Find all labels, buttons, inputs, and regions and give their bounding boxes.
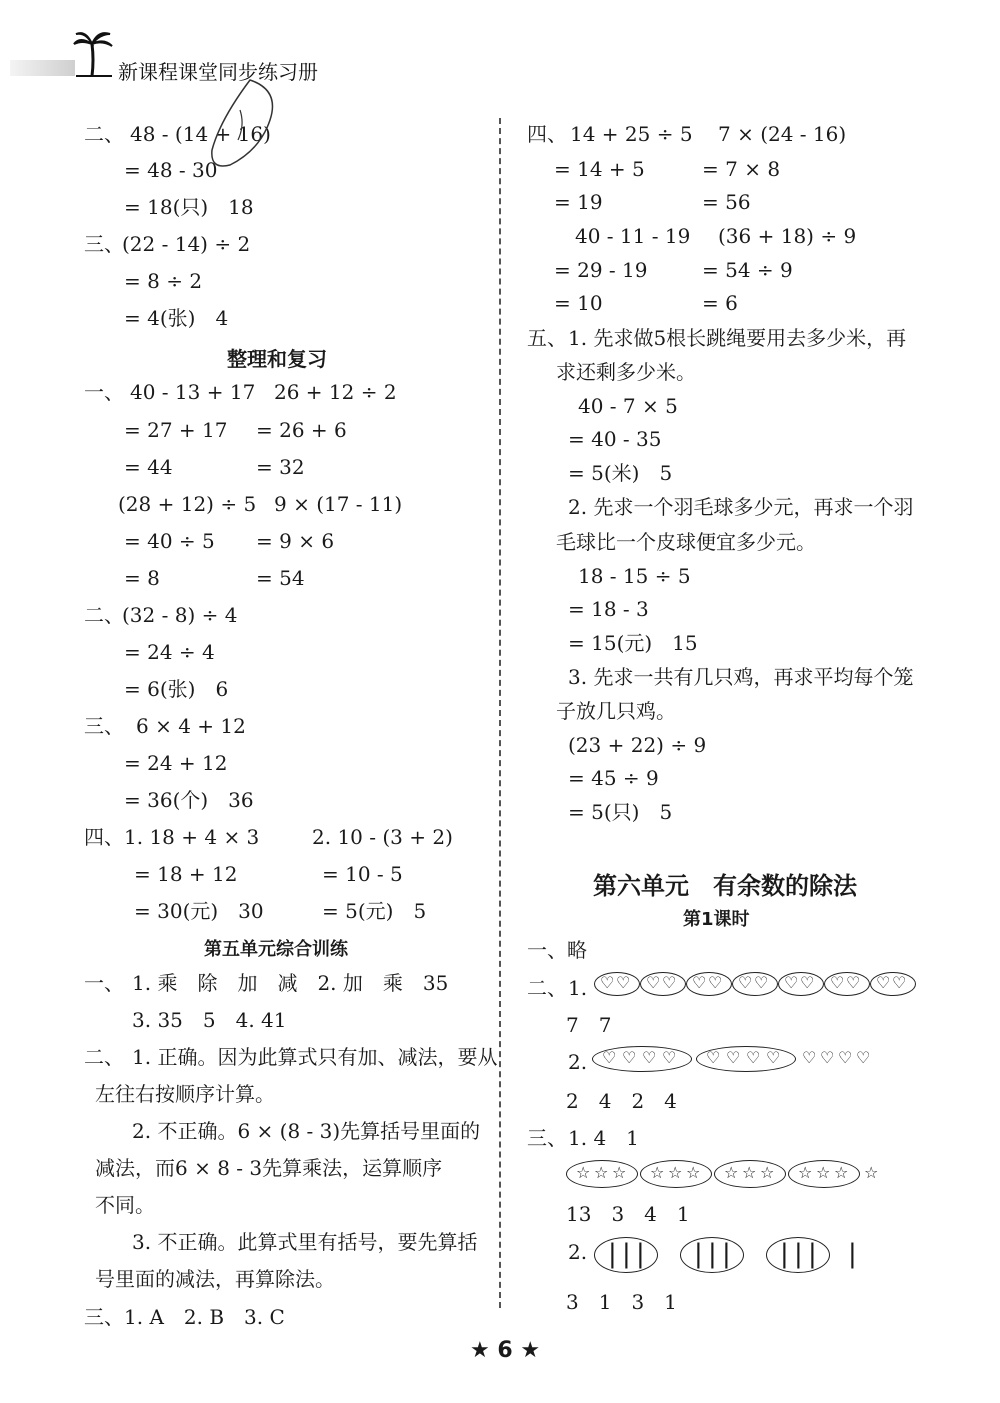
r4-a1: 1. 18 + 4 × 3 bbox=[124, 825, 260, 849]
star-icon: ☆ bbox=[686, 1163, 701, 1182]
u1-line1: 1. 乘 除 加 减 2. 加 乘 35 bbox=[132, 971, 449, 995]
q5-para4: 毛球比一个皮球便宜多少元。 bbox=[556, 530, 816, 554]
q2-line3: = 18(只) 18 bbox=[124, 195, 254, 219]
header-decoration-bar bbox=[10, 60, 75, 76]
q3-line1: (22 - 14) ÷ 2 bbox=[122, 232, 251, 256]
q5-label: 五、 bbox=[527, 326, 567, 350]
page-number: ★ 6 ★ bbox=[470, 1338, 541, 1363]
heart-icon: ♡ bbox=[600, 973, 615, 992]
r1-b3: = 32 bbox=[256, 455, 305, 479]
r1-a3: = 44 bbox=[124, 455, 173, 479]
u1-line2: 3. 35 5 4. 41 bbox=[132, 1008, 287, 1032]
heart-icon: ♡ bbox=[876, 973, 891, 992]
s1-answer: 一、略 bbox=[527, 938, 587, 962]
r2-line3: = 6(张) 6 bbox=[124, 677, 229, 701]
heart-icon: ♡ bbox=[642, 1048, 657, 1067]
q5-calc8: = 45 ÷ 9 bbox=[568, 766, 659, 790]
q3-label: 三、 bbox=[84, 232, 124, 256]
star-icon: ☆ bbox=[834, 1163, 849, 1182]
stick-icon: | bbox=[848, 1239, 857, 1269]
r1-a2: = 27 + 17 bbox=[124, 418, 228, 442]
palm-tree-icon bbox=[72, 30, 114, 78]
star-icon: ☆ bbox=[816, 1163, 831, 1182]
q4-b1: 7 × (24 - 16) bbox=[718, 122, 847, 146]
r2-line2: = 24 ÷ 4 bbox=[124, 640, 215, 664]
q5-calc7: (23 + 22) ÷ 9 bbox=[568, 733, 707, 757]
u3-answers: 三、1. A 2. B 3. C bbox=[84, 1305, 285, 1329]
heart-icon: ♡ bbox=[830, 973, 845, 992]
q5-para3: 2. 先求一个羽毛球多少元，再求一个羽 bbox=[568, 495, 914, 519]
heart-icon: ♡ bbox=[692, 973, 707, 992]
heart-icon: ♡ bbox=[856, 1048, 871, 1067]
heart-icon: ♡ bbox=[800, 973, 815, 992]
review-title: 整理和复习 bbox=[227, 347, 327, 371]
q4-a4: 40 - 11 - 19 bbox=[575, 224, 691, 248]
heart-icon: ♡ bbox=[662, 973, 677, 992]
u1-label: 一、 bbox=[84, 971, 124, 995]
u2-para7: 号里面的减法，再算除法。 bbox=[95, 1267, 335, 1291]
q5-para1: 1. 先求做5根长跳绳要用去多少米，再 bbox=[568, 326, 907, 350]
stick-icon: | bbox=[636, 1239, 645, 1269]
s2-answer1: 7 7 bbox=[566, 1013, 612, 1037]
r3-label: 三、 bbox=[84, 714, 124, 738]
star-icon: ☆ bbox=[724, 1163, 739, 1182]
q3-line3: = 4(张) 4 bbox=[124, 306, 229, 330]
heart-icon: ♡ bbox=[746, 1048, 761, 1067]
heart-icon: ♡ bbox=[838, 1048, 853, 1067]
r2-line1: (32 - 8) ÷ 4 bbox=[122, 603, 238, 627]
stick-icon: | bbox=[694, 1239, 703, 1269]
q3-line2: = 8 ÷ 2 bbox=[124, 269, 203, 293]
stick-icon: | bbox=[622, 1239, 631, 1269]
heart-icon: ♡ bbox=[784, 973, 799, 992]
s3-answer1: 13 3 4 1 bbox=[566, 1202, 690, 1226]
s3-num1: 1. 4 1 bbox=[568, 1126, 639, 1150]
star-icon: ☆ bbox=[742, 1163, 757, 1182]
q5-para2: 求还剩多少米。 bbox=[556, 360, 696, 384]
r1-b4: 9 × (17 - 11) bbox=[274, 492, 403, 516]
q4-b3: = 56 bbox=[702, 190, 751, 214]
r1-a6: = 8 bbox=[124, 566, 160, 590]
heart-icon: ♡ bbox=[738, 973, 753, 992]
heart-icon: ♡ bbox=[846, 973, 861, 992]
q4-b2: = 7 × 8 bbox=[702, 157, 781, 181]
u2-para5: 不同。 bbox=[95, 1193, 155, 1217]
r1-b2: = 26 + 6 bbox=[256, 418, 347, 442]
column-divider bbox=[499, 118, 501, 1308]
heart-icon: ♡ bbox=[820, 1048, 835, 1067]
r1-b1: 26 + 12 ÷ 2 bbox=[274, 380, 397, 404]
star-icon: ☆ bbox=[650, 1163, 665, 1182]
s2-label: 二、 bbox=[527, 976, 567, 1000]
q5-calc3: = 5(米) 5 bbox=[568, 461, 673, 485]
r4-b1: 2. 10 - (3 + 2) bbox=[312, 825, 453, 849]
r1-a1: 40 - 13 + 17 bbox=[130, 380, 256, 404]
stick-icon: | bbox=[708, 1239, 717, 1269]
s3-label: 三、 bbox=[527, 1126, 567, 1150]
heart-icon: ♡ bbox=[754, 973, 769, 992]
u2-para4: 减法，而6 × 8 - 3先算乘法，运算顺序 bbox=[95, 1156, 443, 1180]
s3-num2: 2. bbox=[568, 1240, 588, 1264]
q5-calc9: = 5(只) 5 bbox=[568, 800, 673, 824]
q4-b6: = 6 bbox=[702, 291, 738, 315]
star-icon: ☆ bbox=[864, 1163, 879, 1182]
star-icon: ☆ bbox=[760, 1163, 775, 1182]
unit6-title: 第六单元 有余数的除法 bbox=[593, 872, 857, 900]
q4-a3: = 19 bbox=[554, 190, 603, 214]
u2-para1: 1. 正确。因为此算式只有加、减法，要从 bbox=[132, 1045, 498, 1069]
r1-b6: = 54 bbox=[256, 566, 305, 590]
u2-para2: 左往右按顺序计算。 bbox=[95, 1082, 275, 1106]
q4-a1: 14 + 25 ÷ 5 bbox=[570, 122, 693, 146]
r4-a3: = 30(元) 30 bbox=[134, 899, 264, 923]
u2-para3: 2. 不正确。6 × (8 - 3)先算括号里面的 bbox=[132, 1119, 481, 1143]
star-icon: ☆ bbox=[594, 1163, 609, 1182]
heart-icon: ♡ bbox=[802, 1048, 817, 1067]
heart-icon: ♡ bbox=[622, 1048, 637, 1067]
r1-a5: = 40 ÷ 5 bbox=[124, 529, 215, 553]
r1-b5: = 9 × 6 bbox=[256, 529, 335, 553]
r4-b2: = 10 - 5 bbox=[322, 862, 403, 886]
heart-icon: ♡ bbox=[706, 1048, 721, 1067]
s2-answer2: 2 4 2 4 bbox=[566, 1089, 677, 1113]
heart-icon: ♡ bbox=[766, 1048, 781, 1067]
q5-calc2: = 40 - 35 bbox=[568, 427, 662, 451]
q5-calc4: 18 - 15 ÷ 5 bbox=[578, 564, 691, 588]
r2-label: 二、 bbox=[84, 603, 124, 627]
lesson-title: 第1课时 bbox=[683, 909, 750, 930]
r3-line1: 6 × 4 + 12 bbox=[136, 714, 246, 738]
q4-label: 四、 bbox=[527, 122, 567, 146]
s2-num1: 1. bbox=[568, 976, 588, 1000]
heart-icon: ♡ bbox=[708, 973, 723, 992]
stick-icon: | bbox=[808, 1239, 817, 1269]
book-title: 新课程课堂同步练习册 bbox=[118, 60, 318, 84]
heart-icon: ♡ bbox=[646, 973, 661, 992]
r3-line2: = 24 + 12 bbox=[124, 751, 228, 775]
stick-icon: | bbox=[794, 1239, 803, 1269]
u2-para6: 3. 不正确。此算式里有括号，要先算括 bbox=[132, 1230, 478, 1254]
q4-a5: = 29 - 19 bbox=[554, 258, 648, 282]
r4-label: 四、 bbox=[84, 825, 124, 849]
unit5-title: 第五单元综合训练 bbox=[204, 939, 348, 960]
star-icon: ☆ bbox=[576, 1163, 591, 1182]
u2-label: 二、 bbox=[84, 1045, 124, 1069]
r1-label: 一、 bbox=[84, 380, 124, 404]
heart-icon: ♡ bbox=[892, 973, 907, 992]
stick-icon: | bbox=[780, 1239, 789, 1269]
q5-calc6: = 15(元) 15 bbox=[568, 631, 698, 655]
r3-line3: = 36(个) 36 bbox=[124, 788, 254, 812]
q2-line2: = 48 - 30 bbox=[124, 158, 218, 182]
pen-scribble-icon bbox=[190, 70, 290, 180]
heart-icon: ♡ bbox=[602, 1048, 617, 1067]
q2-line1: 48 - (14 + 16) bbox=[130, 122, 271, 146]
star-icon: ☆ bbox=[668, 1163, 683, 1182]
star-icon: ☆ bbox=[798, 1163, 813, 1182]
stick-icon: | bbox=[608, 1239, 617, 1269]
q4-a6: = 10 bbox=[554, 291, 603, 315]
q5-calc5: = 18 - 3 bbox=[568, 597, 649, 621]
q5-para5: 3. 先求一共有几只鸡，再求平均每个笼 bbox=[568, 665, 914, 689]
s3-answer2: 3 1 3 1 bbox=[566, 1290, 677, 1314]
q5-para6: 子放几只鸡。 bbox=[556, 699, 676, 723]
heart-icon: ♡ bbox=[662, 1048, 677, 1067]
q4-a2: = 14 + 5 bbox=[554, 157, 645, 181]
heart-icon: ♡ bbox=[616, 973, 631, 992]
s2-num2: 2. bbox=[568, 1050, 588, 1074]
heart-icon: ♡ bbox=[726, 1048, 741, 1067]
star-icon: ☆ bbox=[612, 1163, 627, 1182]
q4-b5: = 54 ÷ 9 bbox=[702, 258, 793, 282]
q5-calc1: 40 - 7 × 5 bbox=[578, 394, 678, 418]
r4-b3: = 5(元) 5 bbox=[322, 899, 427, 923]
r1-a4: (28 + 12) ÷ 5 bbox=[118, 492, 257, 516]
stick-icon: | bbox=[722, 1239, 731, 1269]
q2-label: 二、 bbox=[84, 122, 124, 146]
r4-a2: = 18 + 12 bbox=[134, 862, 238, 886]
q4-b4: (36 + 18) ÷ 9 bbox=[718, 224, 857, 248]
